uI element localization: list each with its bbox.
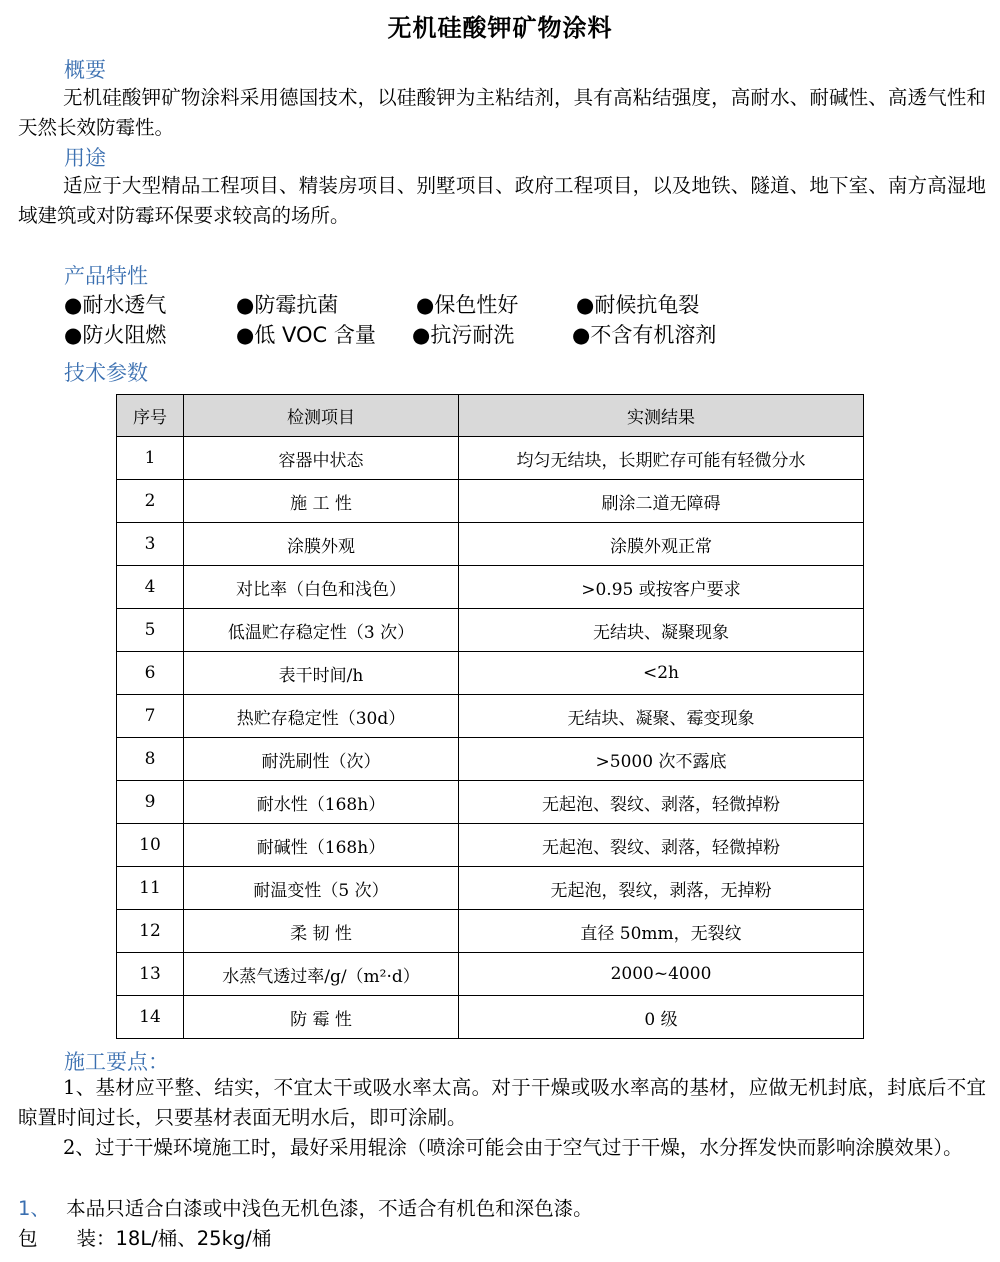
page-title: 无机硅酸钾矿物涂料 — [387, 14, 613, 42]
row-result: 无结块、凝聚、霉变现象 — [459, 695, 864, 738]
row-result: 涂膜外观正常 — [459, 523, 864, 566]
feature-item: ●不含有机溶剂 — [572, 323, 717, 347]
construction-heading: 施工要点： — [64, 1050, 169, 1074]
row-item: 涂膜外观 — [184, 523, 459, 566]
row-result: 无结块、凝聚现象 — [459, 609, 864, 652]
usage-text: 适应于大型精品工程项目、精装房项目、别墅项目、政府工程项目，以及地铁、隧道、地下室、南方高湿地域建筑或对防霉环保要求较高的场所。 — [18, 174, 986, 227]
table-row — [117, 781, 864, 824]
row-index: 13 — [117, 953, 184, 996]
construction-note-3 — [18, 1194, 593, 1224]
packaging-label: 包 装： — [18, 1227, 116, 1250]
row-result: 2000~4000 — [459, 953, 864, 996]
row-result: 无起泡、裂纹、剥落，轻微掉粉 — [459, 781, 864, 824]
row-result: 无起泡、裂纹、剥落，轻微掉粉 — [459, 824, 864, 867]
row-index: 1 — [117, 437, 184, 480]
overview-heading: 概要 — [64, 58, 106, 82]
specs-table-body — [117, 437, 864, 1039]
feature-item: ●保色性好 — [416, 293, 519, 317]
feature-item: ●防火阻燃 — [64, 323, 167, 347]
row-item: 低温贮存稳定性（3 次） — [184, 609, 459, 652]
feature-item: ●抗污耐洗 — [412, 323, 515, 347]
row-result: >5000 次不露底 — [459, 738, 864, 781]
row-item: 耐洗刷性（次） — [184, 738, 459, 781]
table-row — [117, 695, 864, 738]
table-row — [117, 867, 864, 910]
table-row — [117, 738, 864, 781]
table-row — [117, 566, 864, 609]
packaging — [18, 1224, 271, 1254]
column-header-item: 检测项目 — [184, 395, 459, 437]
row-index: 6 — [117, 652, 184, 695]
table-row — [117, 437, 864, 480]
row-result: 0 级 — [459, 996, 864, 1039]
usage-heading: 用途 — [64, 146, 106, 170]
row-index: 14 — [117, 996, 184, 1039]
row-index: 3 — [117, 523, 184, 566]
row-result: >0.95 或按客户要求 — [459, 566, 864, 609]
overview-text: 无机硅酸钾矿物涂料采用德国技术，以硅酸钾为主粘结剂，具有高粘结强度，高耐水、耐碱性、高透气性和天然长效防霉性。 — [18, 86, 986, 139]
table-row — [117, 523, 864, 566]
row-result: 均匀无结块，长期贮存可能有轻微分水 — [459, 437, 864, 480]
construction-note-2: 2、过于干燥环境施工时，最好采用辊涂（喷涂可能会由于空气过于干燥，水分挥发快而影响涂膜效果）。 — [63, 1136, 963, 1159]
row-item: 施 工 性 — [184, 480, 459, 523]
construction-note-3-text: 本品只适合白漆或中浅色无机色漆，不适合有机色和深色漆。 — [66, 1197, 593, 1220]
packaging-value: 18L/桶、25kg/桶 — [115, 1227, 272, 1250]
row-index: 8 — [117, 738, 184, 781]
row-item: 柔 韧 性 — [184, 910, 459, 953]
row-index: 5 — [117, 609, 184, 652]
feature-item: ●耐水透气 — [64, 293, 167, 317]
feature-item: ●低 VOC 含量 — [236, 323, 376, 347]
table-row — [117, 609, 864, 652]
row-index: 11 — [117, 867, 184, 910]
table-header-row — [117, 395, 864, 437]
row-item: 耐温变性（5 次） — [184, 867, 459, 910]
construction-notes — [18, 1073, 986, 1163]
row-result: <2h — [459, 652, 864, 695]
table-row — [117, 910, 864, 953]
row-index: 2 — [117, 480, 184, 523]
features-row — [64, 290, 784, 320]
row-result: 直径 50mm，无裂纹 — [459, 910, 864, 953]
row-index: 12 — [117, 910, 184, 953]
table-row — [117, 824, 864, 867]
row-item: 对比率（白色和浅色） — [184, 566, 459, 609]
column-header-index: 序号 — [117, 395, 184, 437]
row-index: 4 — [117, 566, 184, 609]
table-row — [117, 996, 864, 1039]
specs-table — [116, 394, 864, 1039]
features-row — [64, 320, 784, 350]
row-index: 7 — [117, 695, 184, 738]
row-item: 水蒸气透过率/g/（m²·d） — [184, 953, 459, 996]
table-row — [117, 480, 864, 523]
table-row — [117, 953, 864, 996]
construction-note-1: 1、基材应平整、结实，不宜太干或吸水率太高。对于干燥或吸水率高的基材，应做无机封底，封底后不宜晾置时间过长，只要基材表面无明水后，即可涂刷。 — [18, 1076, 986, 1129]
row-index: 10 — [117, 824, 184, 867]
row-item: 热贮存稳定性（30d） — [184, 695, 459, 738]
specs-heading: 技术参数 — [64, 361, 148, 385]
features-list — [64, 290, 784, 350]
features-heading: 产品特性 — [64, 264, 148, 288]
row-item: 容器中状态 — [184, 437, 459, 480]
list-number: 1、 — [18, 1197, 50, 1220]
row-index: 9 — [117, 781, 184, 824]
row-result: 刷涂二道无障碍 — [459, 480, 864, 523]
row-item: 耐碱性（168h） — [184, 824, 459, 867]
row-item: 耐水性（168h） — [184, 781, 459, 824]
row-item: 表干时间/h — [184, 652, 459, 695]
feature-item: ●防霉抗菌 — [236, 293, 339, 317]
feature-item: ●耐候抗龟裂 — [576, 293, 700, 317]
table-row — [117, 652, 864, 695]
row-item: 防 霉 性 — [184, 996, 459, 1039]
row-result: 无起泡，裂纹，剥落，无掉粉 — [459, 867, 864, 910]
column-header-result: 实测结果 — [459, 395, 864, 437]
